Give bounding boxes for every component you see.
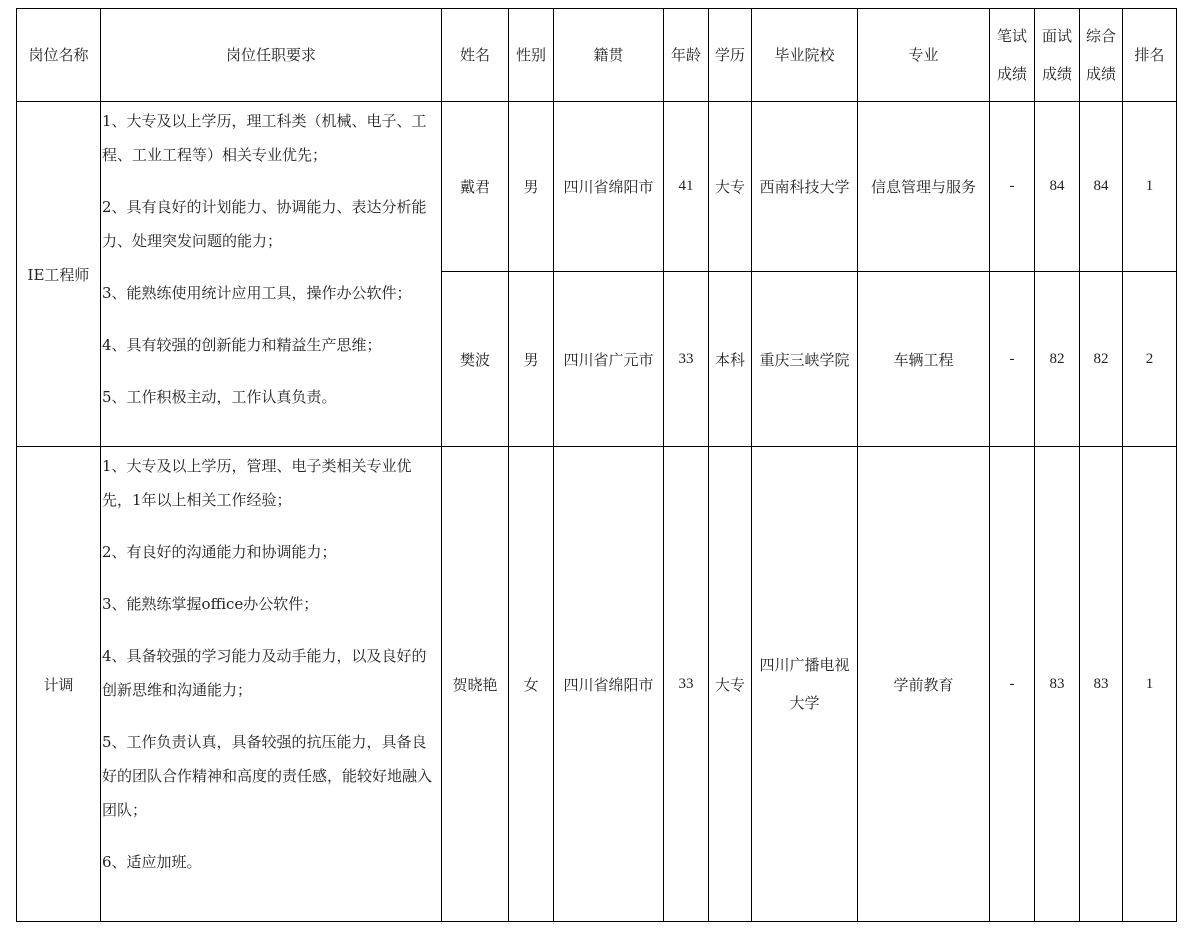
header-school: 毕业院校	[752, 9, 858, 102]
candidate-major: 学前教育	[858, 447, 990, 922]
candidate-name: 樊波	[442, 272, 509, 447]
candidate-total: 83	[1080, 447, 1123, 922]
candidate-origin: 四川省绵阳市	[554, 102, 664, 272]
header-education: 学历	[709, 9, 752, 102]
header-age: 年龄	[664, 9, 709, 102]
header-major: 专业	[858, 9, 990, 102]
requirement-item: 5、工作积极主动，工作认真负责。	[102, 388, 337, 406]
requirements-cell	[101, 102, 442, 447]
requirement-item: 6、适应加班。	[102, 853, 202, 871]
table-row	[17, 447, 1177, 922]
candidate-education: 大专	[709, 102, 752, 272]
header-row	[17, 9, 1177, 102]
candidate-total: 82	[1080, 272, 1123, 447]
header-interview: 面试成绩	[1035, 9, 1080, 102]
candidate-age: 41	[664, 102, 709, 272]
candidate-education: 大专	[709, 447, 752, 922]
position-cell: 计调	[17, 447, 101, 922]
table-row	[17, 102, 1177, 272]
requirement-item: 2、有良好的沟通能力和协调能力；	[102, 543, 337, 561]
candidate-name: 戴君	[442, 102, 509, 272]
candidate-gender: 女	[509, 447, 554, 922]
requirement-item: 3、能熟练使用统计应用工具，操作办公软件；	[102, 284, 412, 302]
candidate-rank: 2	[1123, 272, 1177, 447]
candidate-gender: 男	[509, 102, 554, 272]
candidate-name: 贺晓艳	[442, 447, 509, 922]
candidate-written: -	[990, 447, 1035, 922]
requirement-item: 1、大专及以上学历，管理、电子类相关专业优先，1年以上相关工作经验；	[102, 457, 412, 509]
candidate-interview: 84	[1035, 102, 1080, 272]
candidate-major: 车辆工程	[858, 272, 990, 447]
candidate-school: 西南科技大学	[752, 102, 858, 272]
header-total: 综合成绩	[1080, 9, 1123, 102]
requirement-item: 5、工作负责认真，具备较强的抗压能力，具备良好的团队合作精神和高度的责任感，能较好地融入团队；	[102, 733, 433, 819]
requirement-item: 3、能熟练掌握office办公软件；	[102, 595, 319, 613]
candidate-written: -	[990, 272, 1035, 447]
requirement-item: 1、大专及以上学历，理工科类（机械、电子、工程、工业工程等）相关专业优先；	[102, 112, 427, 164]
candidate-total: 84	[1080, 102, 1123, 272]
candidate-rank: 1	[1123, 102, 1177, 272]
header-name: 姓名	[442, 9, 509, 102]
candidate-major: 信息管理与服务	[858, 102, 990, 272]
candidate-rank: 1	[1123, 447, 1177, 922]
position-cell: IE工程师	[17, 102, 101, 447]
candidate-education: 本科	[709, 272, 752, 447]
header-origin: 籍贯	[554, 9, 664, 102]
header-rank: 排名	[1123, 9, 1177, 102]
candidate-school: 重庆三峡学院	[752, 272, 858, 447]
candidate-interview: 83	[1035, 447, 1080, 922]
recruitment-result-table	[16, 8, 1177, 922]
requirement-item: 4、具有较强的创新能力和精益生产思维；	[102, 336, 382, 354]
candidate-gender: 男	[509, 272, 554, 447]
requirements-cell	[101, 447, 442, 922]
candidate-origin: 四川省广元市	[554, 272, 664, 447]
candidate-age: 33	[664, 272, 709, 447]
header-requirements: 岗位任职要求	[101, 9, 442, 102]
requirement-item: 2、具有良好的计划能力、协调能力、表达分析能力、处理突发问题的能力；	[102, 198, 427, 250]
candidate-school: 四川广播电视大学	[752, 447, 858, 922]
header-written: 笔试成绩	[990, 9, 1035, 102]
candidate-age: 33	[664, 447, 709, 922]
header-position: 岗位名称	[17, 9, 101, 102]
candidate-written: -	[990, 102, 1035, 272]
candidate-origin: 四川省绵阳市	[554, 447, 664, 922]
candidate-interview: 82	[1035, 272, 1080, 447]
requirement-item: 4、具备较强的学习能力及动手能力，以及良好的创新思维和沟通能力；	[102, 647, 427, 699]
header-gender: 性别	[509, 9, 554, 102]
